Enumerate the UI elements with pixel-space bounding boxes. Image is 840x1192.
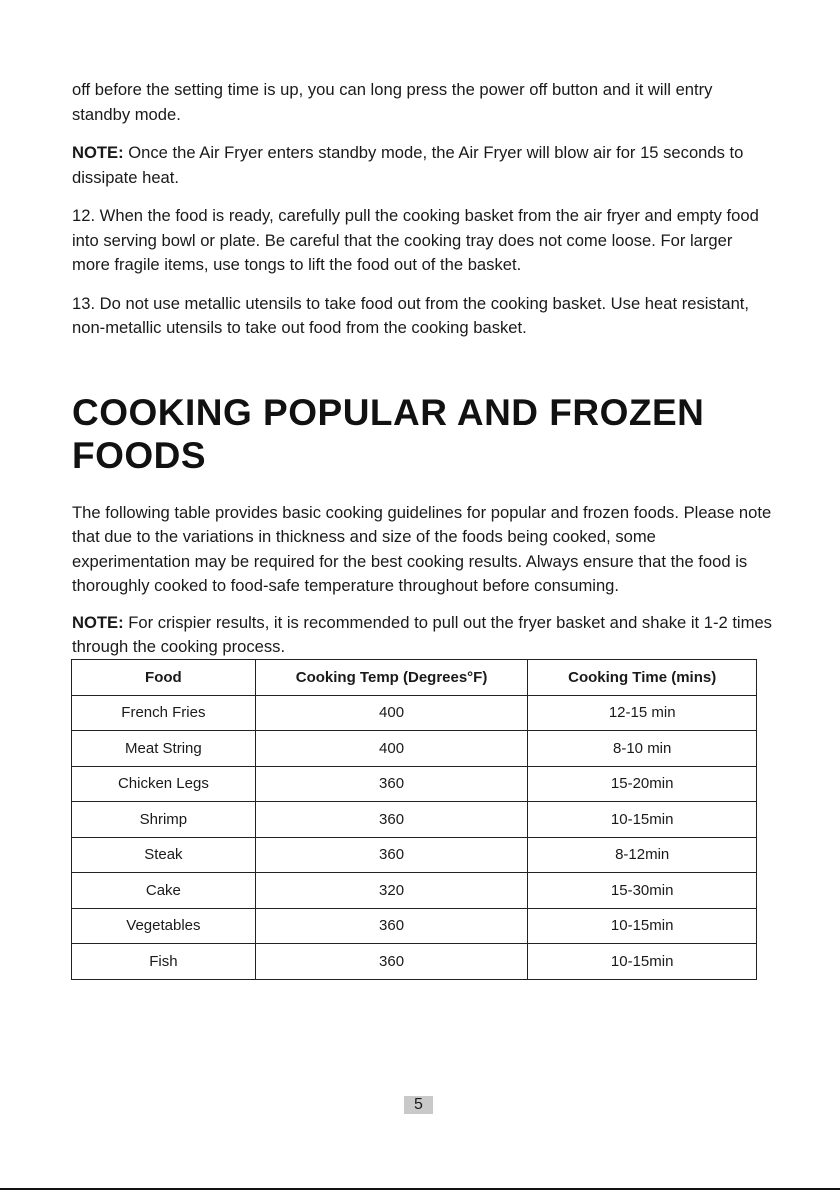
header-time: Cooking Time (mins) xyxy=(528,660,757,696)
cell-temp: 360 xyxy=(255,766,528,802)
cell-temp: 400 xyxy=(255,731,528,767)
note-text: For crispier results, it is recommended to pull out the fryer basket and shake it 1-2 times through the cooking process. xyxy=(72,612,772,656)
table-row xyxy=(72,766,757,802)
cell-temp: 400 xyxy=(255,695,528,731)
step-12: 12. When the food is ready, carefully pull the cooking basket from the air fryer and empty food into serving bowl or plate. Be careful that the cooking tray does not come loose. For larger more fragile items, use tongs to lift the food out of the basket. xyxy=(72,206,759,274)
bottom-divider xyxy=(0,1188,840,1190)
header-food: Food xyxy=(72,660,256,696)
cell-food: Cake xyxy=(72,873,256,909)
cell-time: 15-20min xyxy=(528,766,757,802)
header-temp: Cooking Temp (Degrees°F) xyxy=(255,660,528,696)
step-13: 13. Do not use metallic utensils to take food out from the cooking basket. Use heat resistant, non-metallic utensils to take out food from the cooking basket. xyxy=(72,293,750,337)
cell-temp: 360 xyxy=(255,944,528,980)
cell-food: Meat String xyxy=(72,731,256,767)
table-row xyxy=(72,944,757,980)
note-crispier xyxy=(72,611,772,660)
table-row xyxy=(72,908,757,944)
note-standby xyxy=(72,141,772,190)
section-intro: The following table provides basic cooking guidelines for popular and frozen foods. Please note that due to the variations in thickness and size of the foods being cooked, some experimentation may be required for the best cooking results. Always ensure that the food is thoroughly cooked to food-safe temperature throughout before consuming. xyxy=(72,502,772,595)
cell-time: 10-15min xyxy=(528,908,757,944)
cell-temp: 360 xyxy=(255,908,528,944)
cooking-table xyxy=(71,659,757,980)
cell-food: Chicken Legs xyxy=(72,766,256,802)
cell-temp: 320 xyxy=(255,873,528,909)
cell-time: 8-12min xyxy=(528,837,757,873)
cell-time: 10-15min xyxy=(528,802,757,838)
cell-time: 8-10 min xyxy=(528,731,757,767)
note-text: Once the Air Fryer enters standby mode, the Air Fryer will blow air for 15 seconds to dissipate heat. xyxy=(72,143,744,187)
table-row xyxy=(72,837,757,873)
cell-temp: 360 xyxy=(255,802,528,838)
cell-food: Steak xyxy=(72,837,256,873)
table-row xyxy=(72,731,757,767)
cell-food: Shrimp xyxy=(72,802,256,838)
cell-food: French Fries xyxy=(72,695,256,731)
section-title: COOKING POPULAR AND FROZEN FOODS xyxy=(72,391,705,476)
page-content xyxy=(72,78,772,660)
table-header-row xyxy=(72,660,757,696)
table-row xyxy=(72,802,757,838)
paragraph-standby: off before the setting time is up, you can long press the power off button and it will entry standby mode. xyxy=(72,80,713,124)
page-number: 5 xyxy=(404,1096,433,1114)
table-row xyxy=(72,695,757,731)
note-label: NOTE: xyxy=(72,143,124,162)
table-row xyxy=(72,873,757,909)
cell-food: Vegetables xyxy=(72,908,256,944)
note-label: NOTE: xyxy=(72,612,124,632)
cell-time: 15-30min xyxy=(528,873,757,909)
cell-time: 12-15 min xyxy=(528,695,757,731)
cell-time: 10-15min xyxy=(528,944,757,980)
cell-temp: 360 xyxy=(255,837,528,873)
cell-food: Fish xyxy=(72,944,256,980)
